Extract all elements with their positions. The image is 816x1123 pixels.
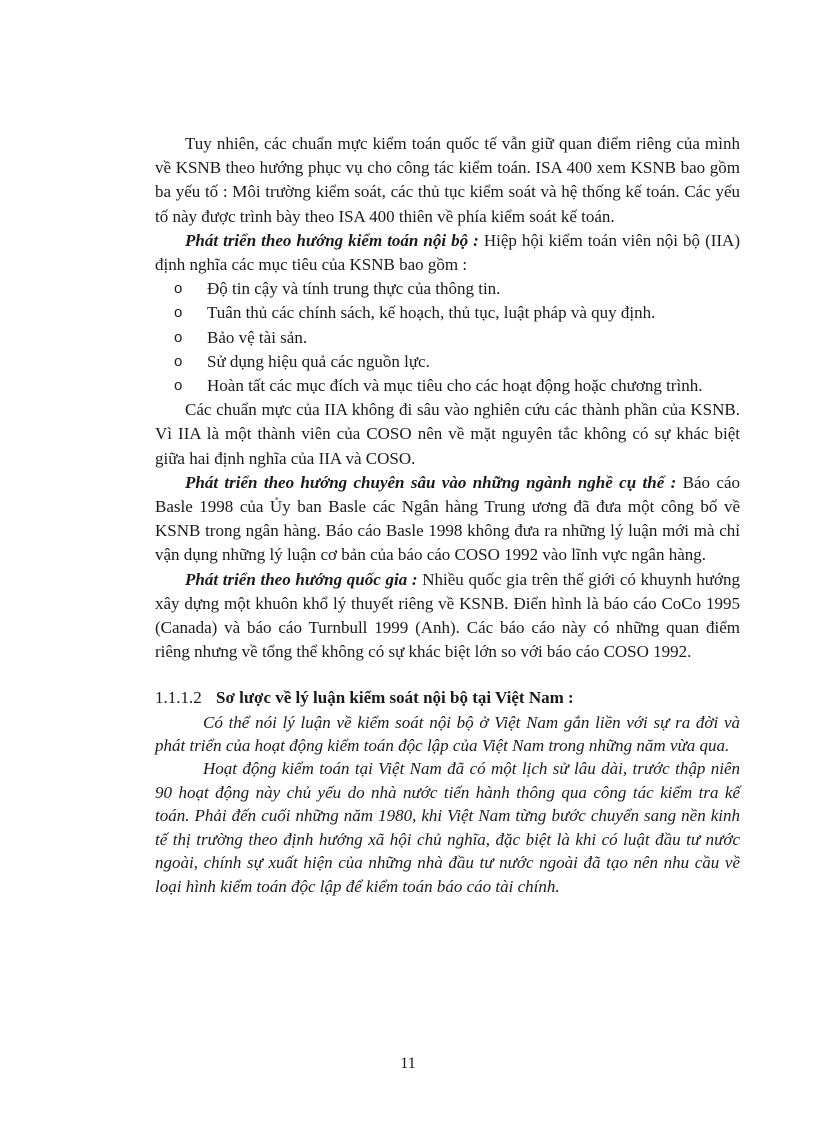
list-item: o Bảo vệ tài sản.	[207, 326, 740, 350]
iia-objectives-list	[155, 277, 740, 398]
section-number: 1.1.1.2	[155, 688, 202, 708]
paragraph-national-lead: Phát triển theo hướng quốc gia :	[185, 569, 418, 589]
list-item: o Sử dụng hiệu quả các nguồn lực.	[207, 350, 740, 374]
paragraph-isa400: Tuy nhiên, các chuẩn mực kiểm toán quốc tế vẫn giữ quan điểm riêng của mình về KSNB theo hướng phục vụ cho công tác kiểm toán. ISA 400 xem KSNB bao gồm ba yếu tố : Môi trường kiểm soát, các thủ tục kiểm soát và hệ thống kế toán. Các yếu tố này được trình bày theo ISA 400 thiên về phía kiểm soát kế toán.	[155, 134, 740, 226]
page-number: 11	[400, 1055, 416, 1072]
list-item: o Độ tin cậy và tính trung thực của thông tin.	[207, 277, 740, 301]
section-title: Sơ lược về lý luận kiểm soát nội bộ tại Việt Nam :	[216, 688, 574, 708]
paragraph-basle	[155, 471, 740, 568]
italic-paragraph-intro: Có thể nói lý luận về kiểm soát nội bộ ở Việt Nam gắn liền với sự ra đời và phát triển của hoạt động kiểm toán độc lập của Việt Nam trong những năm vừa qua.	[155, 712, 740, 756]
italic-paragraph-history: Hoạt động kiểm toán tại Việt Nam đã có một lịch sử lâu dài, trước thập niên 90 hoạt động này chủ yếu do nhà nước tiến hành thông qua công tác kiểm tra kế toán. Phải đến cuối những năm 1980, khi Việt Nam từng bước chuyển sang nền kinh tế thị trường theo định hướng xã hội chủ nghĩa, đặc biệt là khi có luật đầu tư nước ngoài, chính sự xuất hiện của những nhà đầu tư nước ngoài đã tạo nên nhu cầu về loại hình kiểm toán độc lập để kiểm toán báo cáo tài chính.	[155, 759, 740, 896]
list-item: o Hoàn tất các mục đích và mục tiêu cho các hoạt động hoặc chương trình.	[207, 374, 740, 398]
paragraph-basle-lead: Phát triển theo hướng chuyên sâu vào những ngành nghề cụ thể :	[185, 472, 677, 492]
paragraph-iia	[155, 229, 740, 277]
paragraph-national-text: Nhiều quốc gia trên thế giới có khuynh hướng xây dựng một khuôn khổ lý thuyết riêng về KSNB. Điển hình là báo cáo CoCo 1995 (Canada) và báo cáo Turnbull 1999 (Anh). Các báo cáo này có những quan điểm riêng nhưng về tổng thể không có sự khác biệt lớn so với báo cáo COSO 1992.	[155, 569, 740, 662]
paragraph-iia-lead: Phát triển theo hướng kiểm toán nội bộ :	[185, 230, 479, 250]
paragraph-basle-text: Báo cáo Basle 1998 của Ủy ban Basle các Ngân hàng Trung ương đã đưa một công bố về KSNB trong ngân hàng. Báo cáo Basle 1998 không đưa ra những lý luận mới mà chỉ vận dụng những lý luận cơ bản của báo cáo COSO 1992 vào lĩnh vực ngân hàng.	[155, 472, 740, 565]
list-item: o Tuân thủ các chính sách, kế hoạch, thủ tục, luật pháp và quy định.	[207, 301, 740, 325]
paragraph-iia-text: Hiệp hội kiểm toán viên nội bộ (IIA) định nghĩa các mục tiêu của KSNB bao gồm :	[155, 230, 740, 275]
paragraph-national	[155, 568, 740, 665]
section-heading	[155, 686, 740, 710]
paragraph-iia-coso: Các chuẩn mực của IIA không đi sâu vào nghiên cứu các thành phần của KSNB. Vì IIA là một thành viên của COSO nên về mặt nguyên tắc không có sự khác biệt giữa hai định nghĩa của IIA và COSO.	[155, 400, 740, 468]
page-body	[155, 132, 740, 898]
